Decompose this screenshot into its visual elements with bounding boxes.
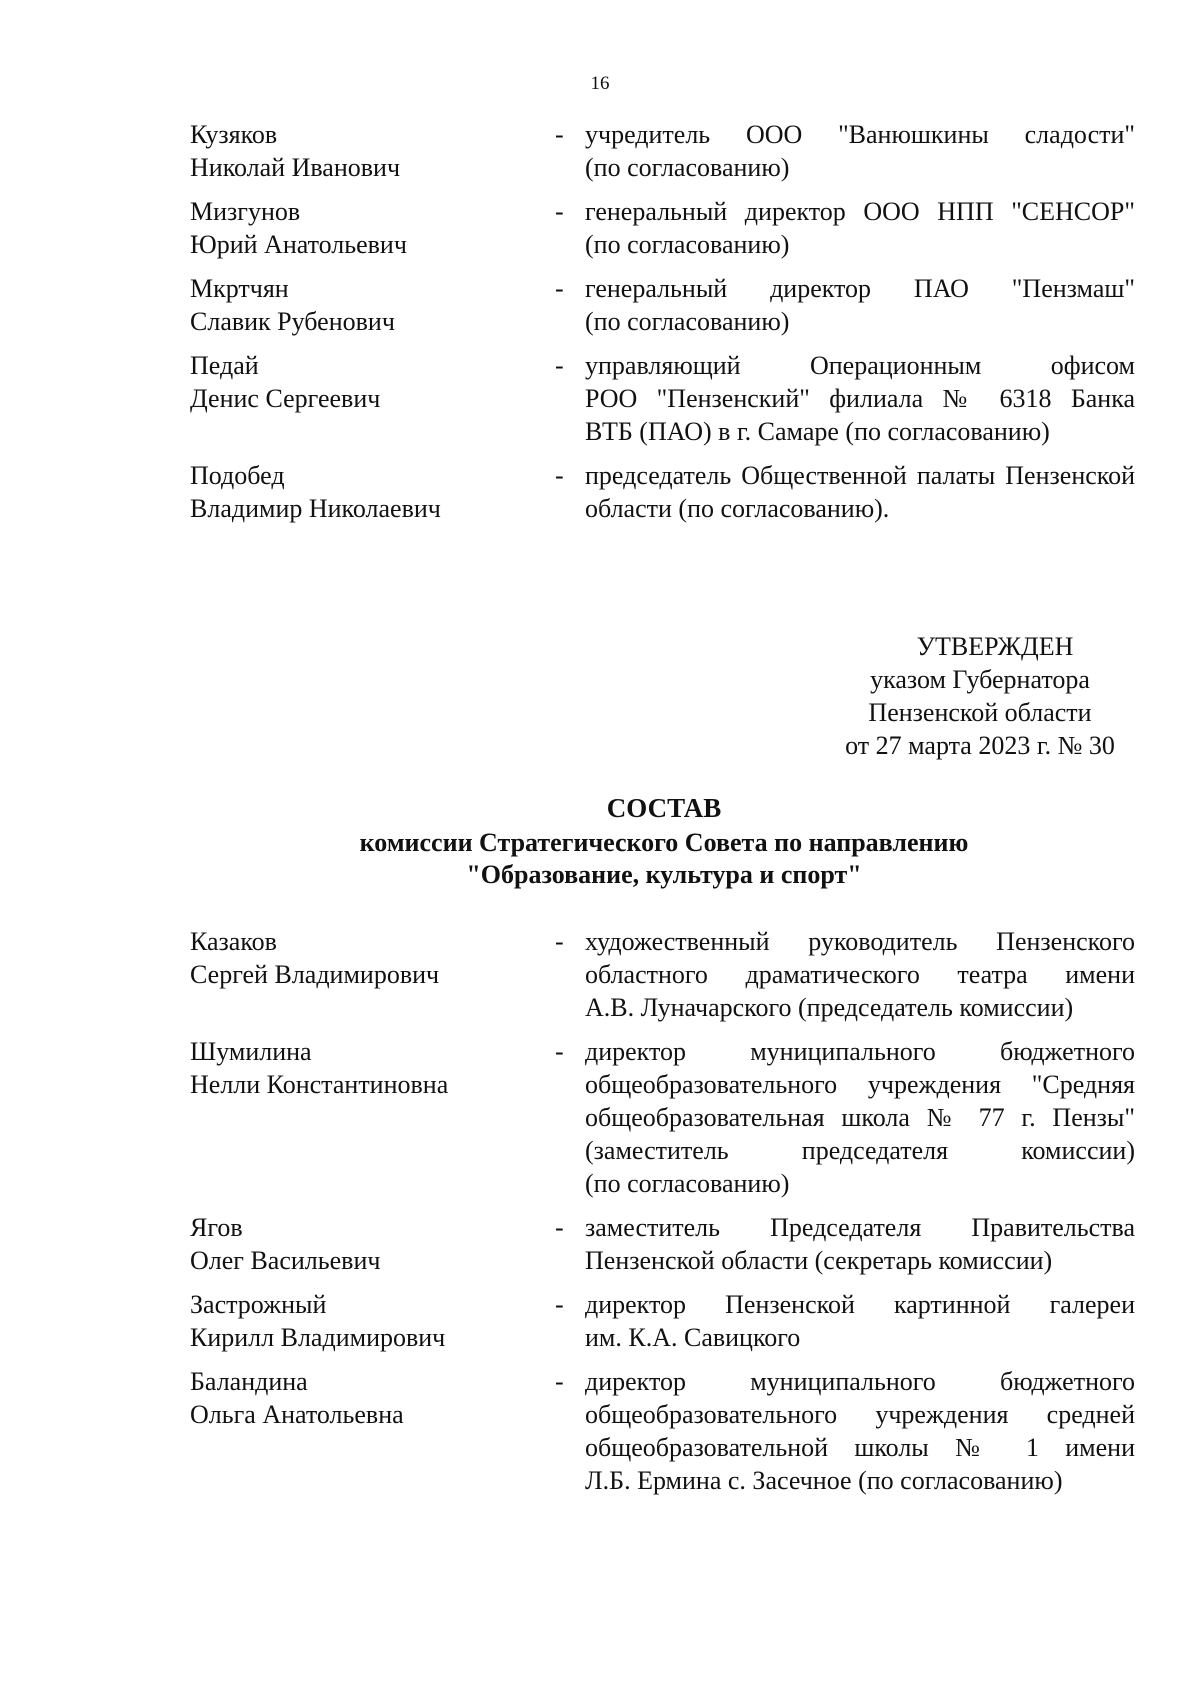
member-role-line: (по согласованию)	[585, 230, 790, 259]
member-name	[190, 1288, 555, 1354]
member-surname: Казаков	[190, 927, 277, 956]
approval-stamp	[810, 630, 1150, 762]
approval-date: от 27 марта 2023 г. № 30	[845, 731, 1115, 760]
page-number: 16	[590, 73, 610, 94]
member-role-line: общеобразовательной школы № 1 имени	[585, 1433, 1135, 1462]
member-dash: -	[555, 1290, 564, 1319]
member-row	[190, 272, 1135, 338]
member-surname: Мизгунов	[190, 197, 301, 226]
member-dash: -	[555, 461, 564, 490]
member-role-line: генеральный директор ООО НПП "СЕНСОР"	[585, 197, 1135, 226]
document-subtitle: "Образование, культура и спорт"	[466, 860, 862, 889]
member-dash: -	[555, 1367, 564, 1396]
member-row	[190, 1288, 1135, 1354]
member-role-line: генеральный директор ПАО "Пензмаш"	[585, 274, 1135, 303]
member-row	[190, 1035, 1135, 1200]
member-role-line: общеобразовательного учреждения средней	[585, 1400, 1135, 1429]
member-role-line: им. К.А. Савицкого	[585, 1323, 801, 1352]
member-row	[190, 195, 1135, 261]
member-role-line: общеобразовательная школа № 77 г. Пензы"	[585, 1103, 1135, 1132]
member-role	[585, 1288, 1135, 1354]
member-role-line: А.В. Луначарского (председатель комиссии)	[585, 993, 1074, 1022]
member-role-line: Л.Б. Ермина с. Засечное (по согласованию)	[585, 1466, 1063, 1495]
member-role	[585, 1365, 1135, 1497]
member-dash: -	[555, 197, 564, 226]
member-role-line: заместитель Председателя Правительства	[585, 1213, 1135, 1242]
member-surname: Ягов	[190, 1213, 243, 1242]
member-surname: Педай	[190, 351, 259, 380]
member-dash: -	[555, 927, 564, 956]
member-role	[585, 1035, 1135, 1200]
member-dash: -	[555, 351, 564, 380]
member-surname: Шумилина	[190, 1037, 312, 1066]
member-name	[190, 1035, 555, 1101]
member-given-names: Сергей Владимирович	[190, 960, 440, 989]
member-given-names: Нелли Константиновна	[190, 1070, 449, 1099]
member-role-line: (по согласованию)	[585, 153, 790, 182]
member-role-line: общеобразовательного учреждения "Средняя	[585, 1070, 1135, 1099]
member-row	[190, 459, 1135, 525]
member-role	[585, 459, 1135, 525]
member-name	[190, 195, 555, 261]
member-name	[190, 925, 555, 991]
document-title-block	[0, 792, 1200, 891]
member-given-names: Владимир Николаевич	[190, 494, 441, 523]
member-list-continued	[190, 118, 1135, 536]
member-role-line: председатель Общественной палаты Пензенской	[585, 461, 1135, 490]
member-row	[190, 1365, 1135, 1497]
member-row	[190, 1211, 1135, 1277]
member-dash: -	[555, 1213, 564, 1242]
member-role	[585, 195, 1135, 261]
member-row	[190, 118, 1135, 184]
member-name	[190, 118, 555, 184]
member-name	[190, 272, 555, 338]
member-role-line: Пензенской области (секретарь комиссии)	[585, 1246, 1053, 1275]
member-role-line: РОО "Пензенский" филиала № 6318 Банка	[585, 384, 1135, 413]
member-surname: Мкртчян	[190, 274, 289, 303]
member-row	[190, 349, 1135, 448]
member-role	[585, 1211, 1135, 1277]
member-name	[190, 349, 555, 415]
member-list	[190, 925, 1135, 1508]
member-role-line: художественный руководитель Пензенского	[585, 927, 1135, 956]
member-role-line: области (по согласованию).	[585, 494, 890, 523]
member-surname: Застрожный	[190, 1290, 327, 1319]
document-title: СОСТАВ	[606, 793, 722, 823]
member-given-names: Славик Рубенович	[190, 307, 395, 336]
member-role-line: (заместитель председателя комиссии)	[585, 1136, 1135, 1165]
member-given-names: Денис Сергеевич	[190, 384, 381, 413]
approval-line: Пензенской области	[868, 698, 1092, 727]
member-dash: -	[555, 120, 564, 149]
member-role	[585, 118, 1135, 184]
member-role-line: управляющий Операционным офисом	[585, 351, 1135, 380]
member-role-line: директор муниципального бюджетного	[585, 1037, 1135, 1066]
approval-header: УТВЕРЖДЕН	[916, 632, 1074, 661]
member-given-names: Юрий Анатольевич	[190, 230, 407, 259]
document-subtitle: комиссии Стратегического Совета по направлению	[359, 828, 969, 857]
member-role-line: учредитель ООО "Ванюшкины сладости"	[585, 120, 1135, 149]
member-role-line: (по согласованию)	[585, 307, 790, 336]
member-given-names: Кирилл Владимирович	[190, 1323, 446, 1352]
member-given-names: Николай Иванович	[190, 153, 401, 182]
member-role	[585, 272, 1135, 338]
member-surname: Баландина	[190, 1367, 308, 1396]
member-given-names: Олег Васильевич	[190, 1246, 381, 1275]
member-name	[190, 459, 555, 525]
member-role	[585, 349, 1135, 448]
member-role	[585, 925, 1135, 1024]
member-row	[190, 925, 1135, 1024]
member-role-line: (по согласованию)	[585, 1169, 790, 1198]
member-surname: Подобед	[190, 461, 285, 490]
member-dash: -	[555, 1037, 564, 1066]
member-role-line: областного драматического театра имени	[585, 960, 1135, 989]
member-dash: -	[555, 274, 564, 303]
member-name	[190, 1211, 555, 1277]
member-role-line: директор Пензенской картинной галереи	[585, 1290, 1135, 1319]
member-name	[190, 1365, 555, 1431]
member-role-line: ВТБ (ПАО) в г. Самаре (по согласованию)	[585, 417, 1050, 446]
member-surname: Кузяков	[190, 120, 278, 149]
approval-line: указом Губернатора	[870, 665, 1090, 694]
member-given-names: Ольга Анатольевна	[190, 1400, 404, 1429]
member-role-line: директор муниципального бюджетного	[585, 1367, 1135, 1396]
